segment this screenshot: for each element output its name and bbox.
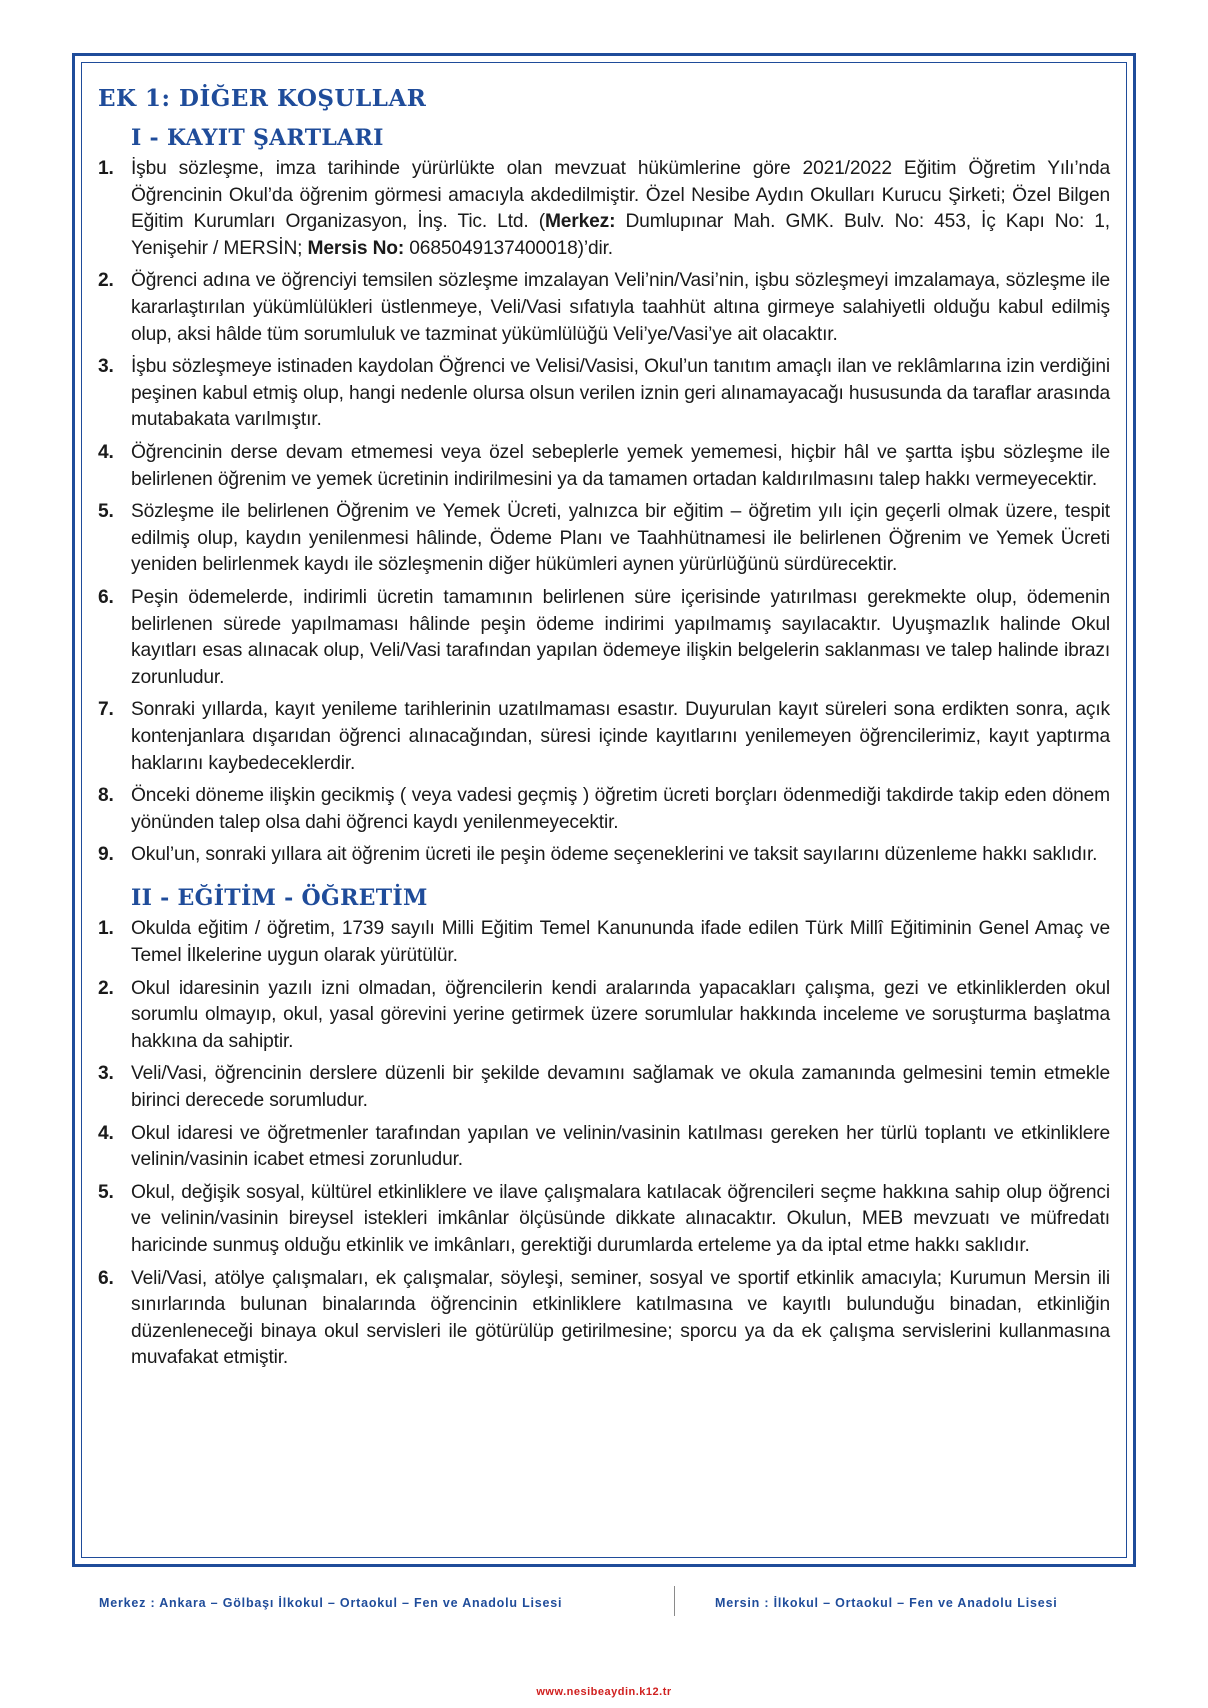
item-number: 4. [98, 442, 114, 464]
footer-left-text: Merkez : Ankara – Gölbaşı İlkokul – Ortaokul – Fen ve Anadolu Lisesi [99, 1596, 563, 1610]
item-text: Okul, değişik sosyal, kültürel etkinliklere ve ilave çalışmalara katılacak öğrencileri seçme hakkına sahip olup öğrenci ve velinin/vasinin bireysel istekleri imkânlar ölçüsünde dikkate alınacaktır. Okulun, MEB mevzuatı ve müfredatı haricinde sunmuş olduğu etkinlik ve imkânları, gerektiği durumlarda erteleme ya da iptal etme hakkı saklıdır. [131, 1181, 1110, 1256]
section-title: II - EĞİTİM - ÖĞRETİM [131, 884, 428, 911]
item-text: Peşin ödemelerde, indirimli ücretin tamamının belirlenen süre içerisinde yatırılması gerekmekte olup, ödemenin belirlenen sürede yapılmaması hâlinde peşin ödeme indirimi yapılmamış sayılacaktır. Uyuşmazlık halinde Okul kayıtları esas alınacak olup, Veli/Vasi tarafından yapılan ödemeye ilişkin belgelerin saklanması ve talep halinde ibrazı zorunludur. [131, 587, 1110, 688]
list-item [98, 499, 1110, 579]
item-number: 6. [98, 1267, 114, 1289]
footer-right-text: Mersin : İlkokul – Ortaokul – Fen ve Anadolu Lisesi [715, 1596, 1058, 1610]
website-link[interactable]: www.nesibeaydin.k12.tr [536, 1686, 672, 1698]
item-number: 4. [98, 1122, 114, 1144]
list-item [98, 916, 1110, 969]
item-number: 1. [98, 158, 114, 180]
list-item [98, 783, 1110, 836]
item-text: Dumlupınar Mah. GMK. Bulv. No: 453, İç Kapı No: 1, Yenişehir / MERSİN; [131, 211, 1110, 259]
footer-divider [674, 1586, 675, 1616]
item-number: 3. [98, 356, 114, 378]
item-text: Okul idaresi ve öğretmenler tarafından yapılan ve velinin/vasinin katılması gereken her türlü toplantı ve etkinliklere velinin/vasinin icabet etmesi zorunludur. [131, 1122, 1110, 1171]
item-text: Okul idaresinin yazılı izni olmadan, öğrencilerin kendi aralarında yapacakları çalışma, gezi ve etkinliklerden okul sorumlu olmayıp, okul, yasal görevini yerine getirmek üzere sorumlular hakkında inceleme ve soruşturma başlatma hakkına da sahiptir. [131, 977, 1110, 1052]
list-item [98, 1266, 1110, 1372]
item-number: 5. [98, 501, 114, 523]
item-text: 0685049137400018)’dir. [404, 237, 613, 259]
item-number: 1. [98, 918, 114, 940]
item-number: 2. [98, 977, 114, 999]
item-number: 9. [98, 844, 114, 866]
document-body [98, 85, 1110, 1378]
item-text: İşbu sözleşmeye istinaden kaydolan Öğrenci ve Velisi/Vasisi, Okul’un tanıtım amaçlı ilan ve reklâmlarına izin verdiğini peşinen kabul etmiş olup, hangi nedenle olursa olsun verilen iznin geri alınamayacağı hususunda da taraflar arasında mutabakata varılmıştır. [131, 356, 1110, 431]
item-text: Okulda eğitim / öğretim, 1739 sayılı Milli Eğitim Temel Kanununda ifade edilen Türk Millî Eğitiminin Genel Amaç ve Temel İlkelerine uygun olarak yürütülür. [131, 918, 1110, 967]
list-item [98, 1061, 1110, 1114]
item-text: Önceki döneme ilişkin gecikmiş ( veya vadesi geçmiş ) öğretim ücreti borçları ödenmediği takdirde takip eden dönem yönünden talep olsa dahi öğrenci kaydı yenilenmeyecektir. [131, 785, 1110, 833]
list-item [98, 697, 1110, 777]
item-text: Okul’un, sonraki yıllara ait öğrenim ücreti ile peşin ödeme seçeneklerini ve taksit sayılarını düzenleme hakkı saklıdır. [131, 844, 1098, 866]
section-list [98, 916, 1110, 1372]
section-title: I - KAYIT ŞARTLARI [131, 124, 384, 151]
list-item [98, 1180, 1110, 1260]
item-number: 5. [98, 1181, 114, 1203]
item-text-bold: Merkez: [544, 211, 616, 233]
list-item [98, 268, 1110, 348]
item-number: 2. [98, 270, 114, 292]
item-number: 3. [98, 1063, 114, 1085]
item-text: Veli/Vasi, atölye çalışmaları, ek çalışmalar, söyleşi, seminer, sosyal ve sportif etkinlik amacıyla; Kurumun Mersin ili sınırlarında bulunan binalarında öğrencinin etkinliklere katılmasına ve kayıtlı bulunduğu binadan, etkinliğin düzenleneceği binaya okul servisleri ile götürülüp getirilmesine; sporcu ya da ek çalışma servislerini kullanmasına muvafakat etmiştir. [131, 1267, 1110, 1369]
document-title: EK 1: DİĞER KOŞULLAR [98, 85, 427, 112]
list-item [98, 585, 1110, 691]
item-text: Sonraki yıllarda, kayıt yenileme tarihlerinin uzatılmaması esastır. Duyurulan kayıt süreleri sona erdikten sonra, açık kontenjanlara dışarıdan öğrenci alınacağından, süresi içinde kayıtlarını yenilemeyen öğrencilerimiz, kayıt yaptırma haklarını kaybedeceklerdir. [131, 699, 1110, 774]
item-number: 8. [98, 785, 114, 807]
list-item [98, 156, 1110, 262]
item-number: 7. [98, 699, 114, 721]
list-item [98, 440, 1110, 493]
item-text: Veli/Vasi, öğrencinin derslere düzenli bir şekilde devamını sağlamak ve okula zamanında gelmesini temin etmekle birinci derecede sorumludur. [131, 1063, 1110, 1111]
item-text: İşbu sözleşme, imza tarihinde yürürlükte olan mevzuat hükümlerine göre 2021/2022 Eğitim Öğretim Yılı’nda Öğrencinin Okul’da öğrenim görmesi amacıyla akdedilmiştir. Özel Nesibe Aydın Okulları Kurucu Şirketi; Özel Bilgen Eğitim Kurumları Organizasyon, İnş. Tic. Ltd. ( [131, 158, 1110, 233]
list-item [98, 976, 1110, 1056]
sections-container [98, 125, 1110, 1372]
item-text: Öğrencinin derse devam etmemesi veya özel sebeplerle yemek yememesi, hiçbir hâl ve şartta işbu sözleşme ile belirlenen öğrenim ve yemek ücretinin indirilmesini ya da tamamen ortadan kaldırılmasını talep hakkı vermeyecektir. [131, 442, 1110, 490]
list-item [98, 1121, 1110, 1174]
list-item [98, 354, 1110, 434]
item-number: 6. [98, 587, 114, 608]
item-text-bold: Mersis No: [307, 237, 405, 259]
section-list [98, 156, 1110, 869]
item-text: Öğrenci adına ve öğrenciyi temsilen sözleşme imzalayan Veli’nin/Vasi’nin, işbu sözleşmeyi imzalamaya, sözleşme ile kararlaştırılan yükümlülükleri üstlenmeye, Veli/Vasi sıfatıyla taahhüt altına girmeye salahiyetli olduğu kabul edilmiş olup, aksi hâlde tüm sorumluluk ve tazminat yükümlülüğü Veli’ye/Vasi’ye ait olacaktır. [131, 270, 1110, 345]
item-text: Sözleşme ile belirlenen Öğrenim ve Yemek Ücreti, yalnızca bir eğitim – öğretim yılı için geçerli olmak üzere, tespit edilmiş olup, kaydın yenilenmesi hâlinde, Ödeme Planı ve Taahhütnamesi ile belirlenen Öğrenim ve Yemek Ücreti yeniden belirlenmek kaydı ile sözleşmenin diğer hükümleri aynen yürürlüğünü sürdürecektir. [131, 501, 1110, 576]
list-item [98, 842, 1110, 869]
